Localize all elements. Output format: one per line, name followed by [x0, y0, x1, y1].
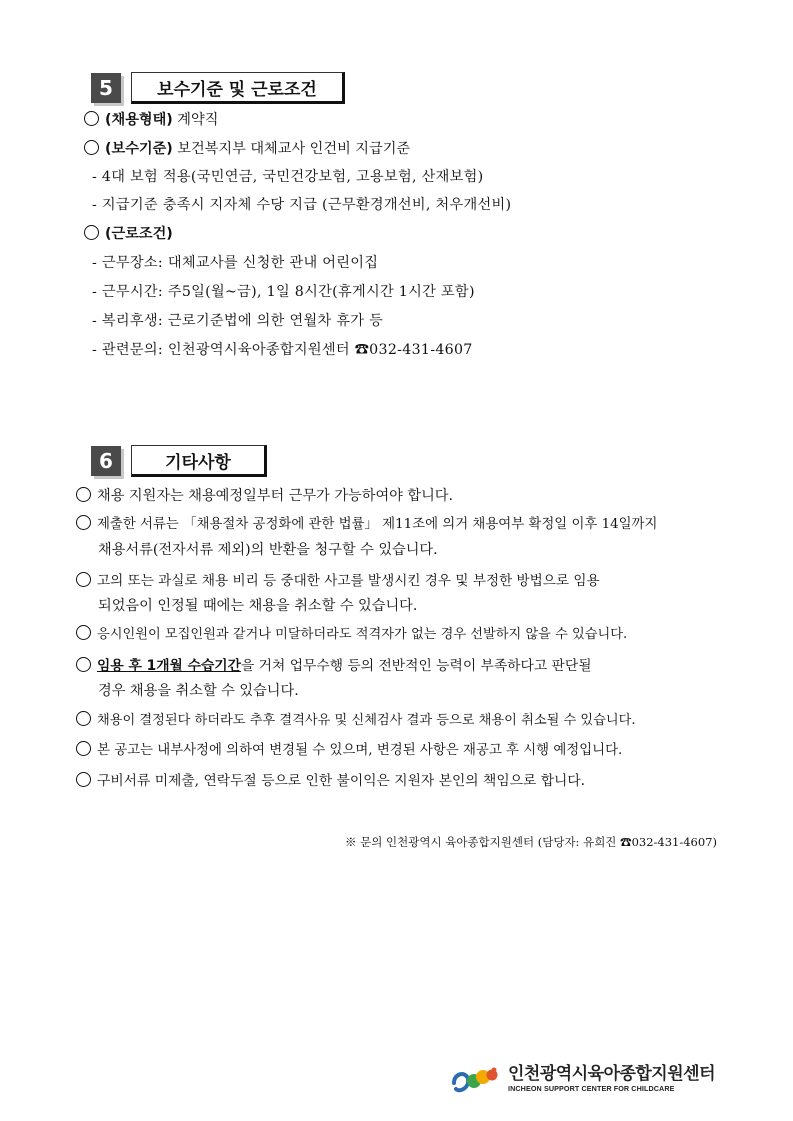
conditions-label: (근로조건): [105, 226, 173, 242]
conditions-line: [84, 224, 173, 244]
circle-bullet-icon: [76, 657, 91, 672]
circle-bullet-icon: [76, 772, 91, 787]
notice-text: 고의 또는 과실로 채용 비리 등 중대한 사고를 발생시킨 경우 및 부정한 방법으로 임용: [97, 573, 600, 589]
pay-item: - 4대 보험 적용(국민연금, 국민건강보험, 고용보험, 산재보험): [92, 169, 484, 185]
condition-item: - 복리후생: 근로기준법에 의한 연월차 휴가 등: [92, 313, 384, 329]
notice-item-continued: 채용서류(전자서류 제외)의 반환을 청구할 수 있습니다.: [98, 542, 438, 558]
notice-text: 응시인원이 모집인원과 같거나 미달하더라도 적격자가 없는 경우 선발하지 않을 수 있습니다.: [97, 627, 628, 642]
section-number: 5: [91, 73, 121, 103]
logo-korean-name: 인천광역시육아종합지원센터: [508, 1063, 715, 1084]
employment-type-line: [84, 110, 218, 130]
circle-bullet-icon: [76, 572, 91, 587]
notice-text: 본 공고는 내부사정에 의하여 변경될 수 있으며, 변경된 사항은 재공고 후 시행 예정입니다.: [97, 743, 623, 758]
notice-item: [76, 486, 453, 506]
pay-standard-label: (보수기준): [105, 141, 173, 157]
contact-footnote: ※ 문의 인천광역시 육아종합지원센터 (담당자: 유희진 ☎032-431-4607): [344, 835, 717, 849]
employment-type-label: (채용형태): [105, 112, 173, 128]
notice-item: [76, 656, 592, 676]
center-logo: [450, 1063, 715, 1095]
circle-bullet-icon: [76, 711, 91, 726]
probation-emphasis: 임용 후 1개월 수습기간: [97, 658, 241, 674]
logo-english-name: INCHEON SUPPORT CENTER FOR CHILDCARE: [508, 1083, 675, 1093]
notice-item: [76, 625, 627, 645]
notice-item: [76, 771, 585, 791]
notice-item-continued: 되었음이 인정될 때에는 채용을 취소할 수 있습니다.: [98, 598, 418, 614]
section-title: 보수기준 및 근로조건: [131, 72, 345, 104]
section-number: 6: [91, 446, 121, 476]
section-5-header: [91, 71, 345, 105]
notice-item: [76, 711, 636, 731]
notice-item-continued: 경우 채용을 취소할 수 있습니다.: [98, 683, 299, 699]
employment-type-value: 계약직: [172, 112, 219, 128]
condition-item: - 관련문의: 인천광역시육아종합지원센터 ☎032-431-4607: [92, 342, 473, 358]
notice-text: 을 거쳐 업무수행 등의 전반적인 능력이 부족하다고 판단될: [240, 658, 592, 674]
circle-bullet-icon: [84, 111, 99, 126]
notice-item: [76, 741, 622, 761]
pay-standard-value: 보건복지부 대체교사 인건비 지급기준: [172, 141, 411, 157]
section-6-header: [91, 444, 267, 478]
notice-text: 제출한 서류는 「채용절차 공정화에 관한 법률」 제11조에 의거 채용여부 확정일 이후 14일까지: [97, 517, 658, 532]
circle-bullet-icon: [76, 487, 91, 502]
circle-bullet-icon: [76, 515, 91, 530]
notice-text: 채용이 결정된다 하더라도 추후 결격사유 및 신체검사 결과 등으로 채용이 취소될 수 있습니다.: [97, 713, 636, 728]
condition-item: - 근무장소: 대체교사를 신청한 관내 어린이집: [92, 255, 379, 271]
circle-bullet-icon: [76, 625, 91, 640]
pay-standard-line: [84, 139, 410, 159]
notice-item: [76, 515, 657, 535]
section-title: 기타사항: [131, 445, 267, 477]
circle-bullet-icon: [76, 741, 91, 756]
notice-item: [76, 571, 600, 591]
notice-text: 채용 지원자는 채용예정일부터 근무가 가능하여야 합니다.: [97, 488, 453, 504]
pay-item: - 지급기준 충족시 지자체 수당 지급 (근무환경개선비, 처우개선비): [92, 197, 512, 213]
circle-bullet-icon: [84, 225, 99, 240]
condition-item: - 근무시간: 주5일(월~금), 1일 8시간(휴게시간 1시간 포함): [92, 284, 475, 300]
notice-text: 구비서류 미제출, 연락두절 등으로 인한 불이익은 지원자 본인의 책임으로 합니다.: [97, 773, 586, 789]
circle-bullet-icon: [84, 140, 99, 155]
center-logo-mark-icon: [450, 1063, 502, 1095]
